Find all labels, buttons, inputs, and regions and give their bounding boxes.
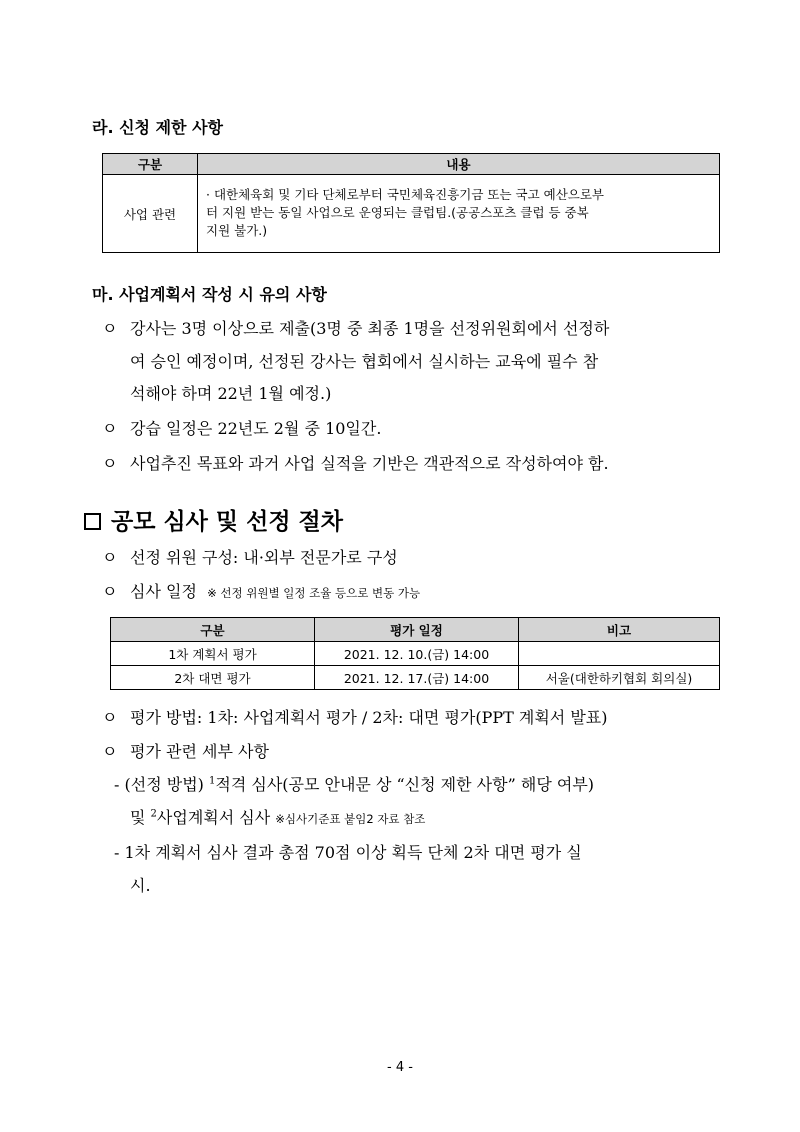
table1-header-category: 구분 bbox=[103, 154, 198, 175]
detail-line: - 1차 계획서 심사 결과 총점 70점 이상 획득 단체 2차 대면 평가 실 bbox=[114, 843, 582, 862]
list-item bbox=[102, 545, 398, 568]
detail-prefix: - (선정 방법) bbox=[114, 775, 209, 794]
bullet-mark: ㅇ bbox=[102, 319, 118, 338]
square-bullet-icon bbox=[84, 513, 101, 530]
table-cell bbox=[519, 642, 720, 666]
bullet-mark: ㅇ bbox=[102, 548, 118, 567]
restriction-table bbox=[102, 153, 720, 253]
list-item-text: 사업추진 목표와 과거 사업 실적을 기반은 객관적으로 작성하여야 함. bbox=[130, 454, 609, 473]
table-row bbox=[111, 642, 720, 666]
table1-row-content bbox=[198, 175, 720, 253]
table-cell: 2차 대면 평가 bbox=[111, 666, 315, 690]
schedule-table bbox=[110, 617, 720, 690]
bullet-mark: ㅇ bbox=[102, 742, 118, 761]
list-item bbox=[102, 416, 381, 439]
list-item-text: 선정 위원 구성: 내·외부 전문가로 구성 bbox=[130, 548, 398, 567]
bullet-mark: ㅇ bbox=[102, 419, 118, 438]
list-item bbox=[102, 579, 420, 602]
section-review-title bbox=[84, 503, 343, 536]
table2-header-schedule: 평가 일정 bbox=[315, 618, 519, 642]
list-item-text: 강사는 3명 이상으로 제출(3명 중 최종 1명을 선정위원회에서 선정하 bbox=[130, 319, 610, 338]
table-cell: 1차 계획서 평가 bbox=[111, 642, 315, 666]
superscript: 2 bbox=[150, 808, 157, 820]
table1-row-label: 사업 관련 bbox=[103, 175, 198, 253]
table2-header-remarks: 비고 bbox=[519, 618, 720, 642]
table1-content-line: 지원 불가.) bbox=[206, 223, 268, 238]
list-item bbox=[102, 451, 609, 474]
table2-header-category: 구분 bbox=[111, 618, 315, 642]
detail-text: 적격 심사(공모 안내문 상 “신청 제한 사항” 해당 여부) bbox=[215, 775, 595, 794]
list-item-text: 심사 일정 bbox=[130, 582, 197, 601]
table-cell: 서울(대한하키협회 회의실) bbox=[519, 666, 720, 690]
detail-text: 및 bbox=[130, 808, 151, 827]
table1-content-line: · 대한체육회 및 기타 단체로부터 국민체육진흥기금 또는 국고 예산으로부 bbox=[206, 187, 605, 202]
detail-line: 시. bbox=[130, 876, 151, 895]
detail-line bbox=[130, 805, 425, 828]
superscript: 1 bbox=[208, 775, 216, 787]
section-review-title-text: 공모 심사 및 선정 절차 bbox=[111, 509, 343, 535]
table-row bbox=[111, 666, 720, 690]
list-item bbox=[102, 705, 608, 728]
bullet-mark: ㅇ bbox=[102, 454, 118, 473]
list-item-text: 강습 일정은 22년도 2월 중 10일간. bbox=[130, 419, 382, 438]
list-item-text: 평가 관련 세부 사항 bbox=[130, 742, 269, 761]
section-ra-title: 라. 신청 제한 사항 bbox=[92, 118, 223, 137]
schedule-note: ※ 선정 위원별 일정 조율 등으로 변동 가능 bbox=[207, 586, 421, 600]
table1-content-line: 터 지원 받는 동일 사업으로 운영되는 클럽팀.(공공스포츠 클럽 등 중복 bbox=[206, 205, 589, 220]
list-item-text: 평가 방법: 1차: 사업계획서 평가 / 2차: 대면 평가(PPT 계획서 발표) bbox=[130, 708, 608, 727]
table1-header-content: 내용 bbox=[198, 154, 720, 175]
table-cell: 2021. 12. 10.(금) 14:00 bbox=[315, 642, 519, 666]
detail-text: 사업계획서 심사 bbox=[156, 808, 276, 827]
list-item bbox=[102, 316, 609, 339]
table-cell: 2021. 12. 17.(금) 14:00 bbox=[315, 666, 519, 690]
bullet-mark: ㅇ bbox=[102, 582, 118, 601]
list-item-continuation: 석해야 하며 22년 1월 예정.) bbox=[130, 384, 332, 403]
page-number: - 4 - bbox=[387, 1060, 413, 1075]
list-item-continuation: 여 승인 예정이며, 선정된 강사는 협회에서 실시하는 교육에 필수 참 bbox=[130, 352, 599, 371]
detail-note: ※심사기준표 붙임2 자료 참조 bbox=[275, 812, 426, 826]
detail-line bbox=[114, 772, 594, 795]
section-ma-title: 마. 사업계획서 작성 시 유의 사항 bbox=[92, 285, 327, 304]
list-item bbox=[102, 739, 269, 762]
bullet-mark: ㅇ bbox=[102, 708, 118, 727]
